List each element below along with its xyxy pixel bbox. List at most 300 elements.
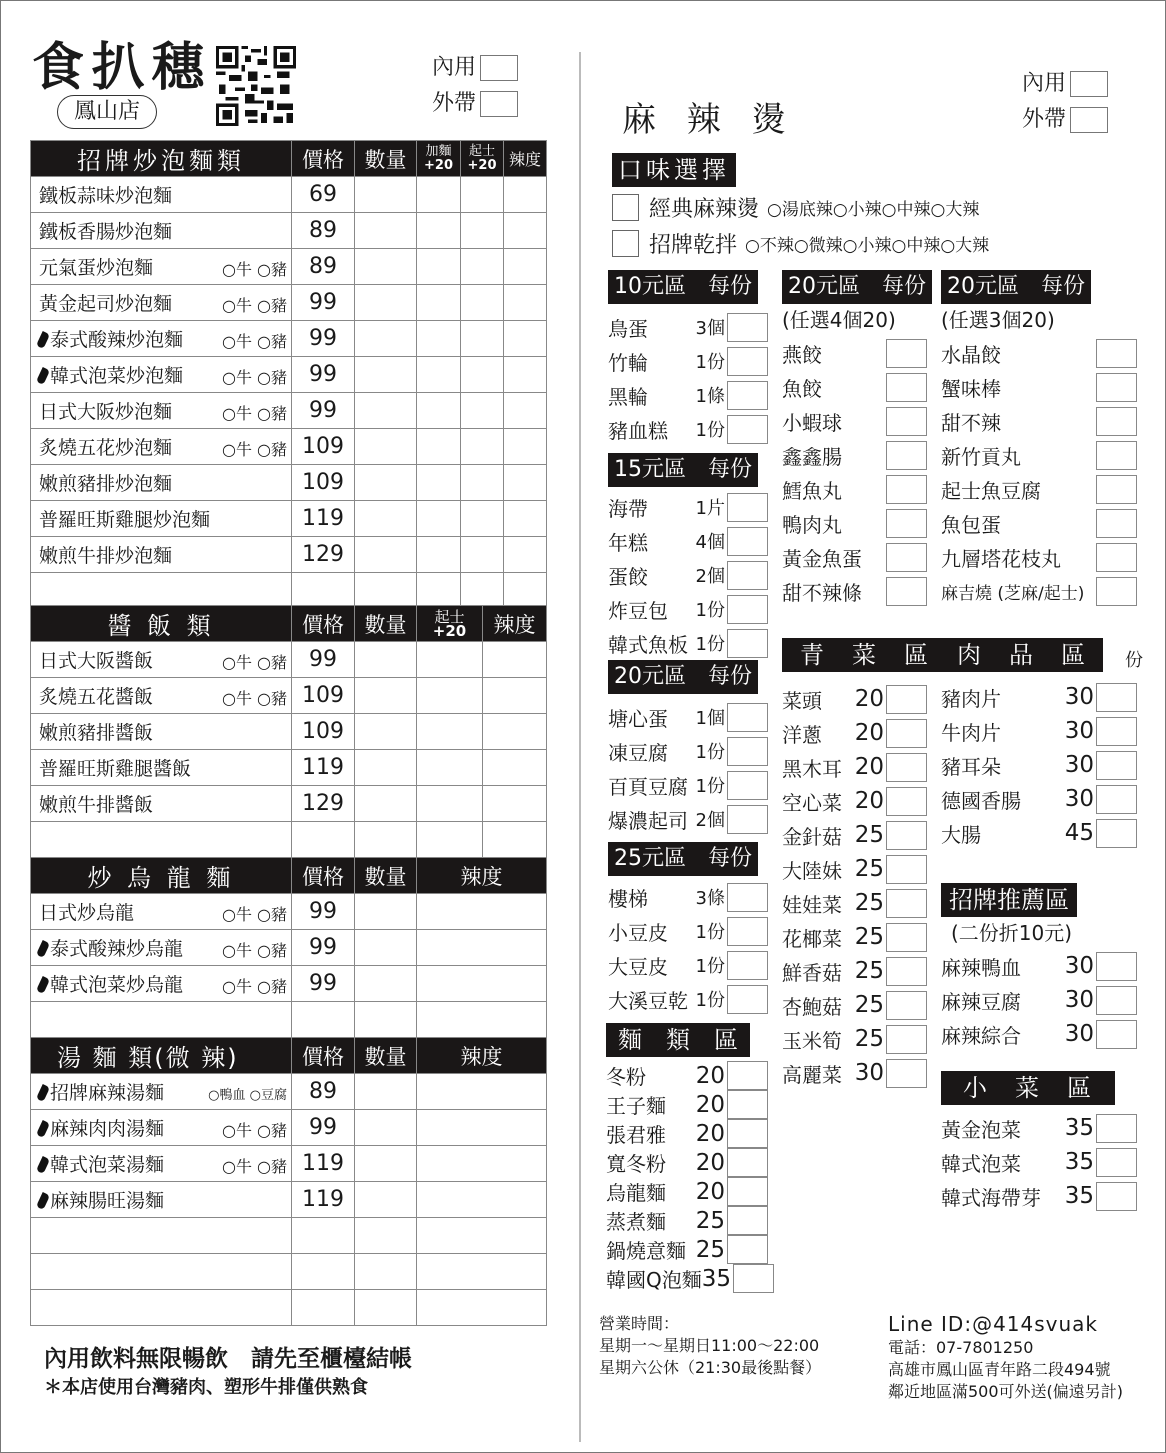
col-cheese: 起士 +20 xyxy=(461,141,504,177)
entry-cell[interactable] xyxy=(417,1074,547,1110)
entry-cell[interactable] xyxy=(355,501,417,537)
quantity-box[interactable] xyxy=(886,1025,927,1054)
quantity-box[interactable] xyxy=(727,883,768,912)
hotpot-title: 麻 辣 燙 xyxy=(622,100,796,140)
quantity-box[interactable] xyxy=(886,373,927,402)
quantity-box[interactable] xyxy=(727,917,768,946)
item-name: 樓梯 xyxy=(608,886,648,911)
quantity-box[interactable] xyxy=(1096,441,1137,470)
item-price: 25 xyxy=(854,992,884,1018)
takeout-checkbox[interactable] xyxy=(1070,107,1108,133)
quantity-box[interactable] xyxy=(1096,683,1137,712)
quantity-box[interactable] xyxy=(727,1206,768,1235)
flavor-checkbox[interactable] xyxy=(612,194,639,221)
zone-title: 20元區 每份 xyxy=(608,660,758,694)
item-price: 99 xyxy=(292,930,355,966)
table-row xyxy=(31,930,547,966)
meat-options[interactable]: ○牛 ○豬 xyxy=(221,440,287,459)
quantity-box[interactable] xyxy=(886,509,927,538)
quantity-box[interactable] xyxy=(727,985,768,1014)
list-item xyxy=(941,506,1137,540)
quantity-box[interactable] xyxy=(1096,407,1137,436)
item-qty: 1份 xyxy=(695,742,725,763)
entry-cell[interactable] xyxy=(355,822,417,858)
item-qty: 3條 xyxy=(695,888,725,909)
item-name: 嫩煎牛排醬飯 xyxy=(39,794,154,816)
entry-cell[interactable] xyxy=(504,357,547,393)
list-item xyxy=(941,540,1137,574)
phone[interactable]: 電話：07-7801250 xyxy=(888,1338,1034,1357)
quantity-box[interactable] xyxy=(1096,1182,1137,1211)
quantity-box[interactable] xyxy=(1096,952,1137,981)
entry-cell[interactable] xyxy=(417,894,547,930)
list-item xyxy=(782,886,927,920)
item-name: 魚包蛋 xyxy=(941,512,1001,537)
spice-levels[interactable]: ○湯底辣○小辣○中辣○大辣 xyxy=(767,200,980,220)
entry-cell[interactable] xyxy=(417,678,483,714)
item-name-cell xyxy=(31,393,292,429)
quantity-box[interactable] xyxy=(886,577,927,606)
quantity-box[interactable] xyxy=(886,753,927,782)
item-name: 鐵板蒜味炒泡麵 xyxy=(39,185,173,207)
list-item xyxy=(941,782,1137,816)
entry-cell[interactable] xyxy=(417,714,483,750)
entry-cell[interactable] xyxy=(417,750,483,786)
zone-title: 20元區 每份 xyxy=(782,270,932,304)
list-item xyxy=(608,880,768,914)
chili-icon xyxy=(36,976,50,994)
hours-closed: 星期六公休（21:30最後點餐） xyxy=(599,1358,822,1377)
col-spice: 辣度 xyxy=(504,141,547,177)
table-row xyxy=(31,393,547,429)
entry-cell[interactable] xyxy=(355,1110,417,1146)
entry-cell[interactable] xyxy=(504,537,547,573)
quantity-box[interactable] xyxy=(727,629,768,658)
item-name-cell xyxy=(31,642,292,678)
entry-cell[interactable] xyxy=(504,285,547,321)
list-item xyxy=(782,920,927,954)
quantity-box[interactable] xyxy=(1096,373,1137,402)
entry-cell[interactable] xyxy=(355,1074,417,1110)
entry-cell[interactable] xyxy=(355,249,417,285)
chili-icon xyxy=(36,331,50,349)
item-name: 韓式泡菜 xyxy=(941,1151,1021,1176)
entry-cell[interactable] xyxy=(461,357,504,393)
entry-cell[interactable] xyxy=(355,1218,417,1254)
meat-options[interactable]: ○牛 ○豬 xyxy=(221,404,287,423)
entry-cell[interactable] xyxy=(355,1290,417,1326)
entry-cell[interactable] xyxy=(417,1002,547,1038)
quantity-box[interactable] xyxy=(886,787,927,816)
item-name: 麻辣豆腐 xyxy=(941,989,1021,1014)
entry-cell[interactable] xyxy=(417,213,461,249)
entry-cell[interactable] xyxy=(461,573,504,609)
entry-cell[interactable] xyxy=(355,573,417,609)
col-price: 價格 xyxy=(292,1038,355,1074)
item-name: 百頁豆腐 xyxy=(608,774,688,799)
entry-cell[interactable] xyxy=(417,357,461,393)
quantity-box[interactable] xyxy=(886,923,927,952)
list-item xyxy=(606,1061,768,1090)
entry-cell[interactable] xyxy=(483,678,547,714)
entry-cell[interactable] xyxy=(417,177,461,213)
zone-title: 25元區 每份 xyxy=(608,842,758,876)
item-price: 119 xyxy=(292,750,355,786)
entry-cell[interactable] xyxy=(31,1254,292,1290)
entry-cell[interactable] xyxy=(355,285,417,321)
quantity-box[interactable] xyxy=(1096,1114,1137,1143)
quantity-box[interactable] xyxy=(727,951,768,980)
entry-cell[interactable] xyxy=(417,1254,547,1290)
item-qty: 1份 xyxy=(695,956,725,977)
quantity-box[interactable] xyxy=(886,957,927,986)
list-item xyxy=(606,1235,768,1264)
entry-cell[interactable] xyxy=(417,822,483,858)
quantity-box[interactable] xyxy=(1096,475,1137,504)
meat-options[interactable]: ○牛 ○豬 xyxy=(221,368,287,387)
spice-levels[interactable]: ○不辣○微辣○小辣○中辣○大辣 xyxy=(745,236,990,256)
quantity-box[interactable] xyxy=(1096,751,1137,780)
quantity-box[interactable] xyxy=(886,543,927,572)
item-price: 99 xyxy=(292,357,355,393)
item-price: 30 xyxy=(1064,987,1094,1013)
item-qty: 1份 xyxy=(695,990,725,1011)
item-name: 韓式泡菜炒烏龍 xyxy=(50,974,184,996)
list-item xyxy=(608,982,768,1016)
col-price: 價格 xyxy=(292,606,355,642)
quantity-box[interactable] xyxy=(727,381,768,410)
flavor-checkbox[interactable] xyxy=(612,230,639,257)
entry-cell[interactable] xyxy=(417,930,547,966)
list-item xyxy=(606,1148,768,1177)
entry-cell[interactable] xyxy=(355,786,417,822)
takeout-checkbox[interactable] xyxy=(480,91,518,117)
entry-cell[interactable] xyxy=(417,465,461,501)
entry-cell[interactable] xyxy=(355,1254,417,1290)
entry-cell[interactable] xyxy=(355,1002,417,1038)
table-row xyxy=(31,1182,547,1218)
entry-cell[interactable] xyxy=(31,1002,292,1038)
quantity-box[interactable] xyxy=(727,1061,768,1090)
entry-cell[interactable] xyxy=(461,249,504,285)
item-name: 日式大阪醬飯 xyxy=(39,650,154,672)
flavor-option[interactable] xyxy=(612,192,979,223)
entry-cell[interactable] xyxy=(417,573,461,609)
item-name: 泰式酸辣炒泡麵 xyxy=(50,329,184,351)
quantity-box[interactable] xyxy=(727,313,768,342)
item-name: 菜頭 xyxy=(782,688,822,713)
entry-cell[interactable] xyxy=(355,537,417,573)
list-item xyxy=(608,310,768,344)
entry-cell[interactable] xyxy=(355,894,417,930)
section-title: 醬 飯 類 xyxy=(31,606,292,642)
list-item xyxy=(606,1119,768,1148)
quantity-box[interactable] xyxy=(1096,717,1137,746)
item-name: 嫩煎牛排炒泡麵 xyxy=(39,545,173,567)
entry-cell[interactable] xyxy=(504,213,547,249)
entry-cell[interactable] xyxy=(504,393,547,429)
quantity-box[interactable] xyxy=(1096,1020,1137,1049)
quantity-box[interactable] xyxy=(727,493,768,522)
meat-options[interactable]: ○牛 ○豬 xyxy=(221,260,287,279)
entry-cell[interactable] xyxy=(355,714,417,750)
entry-cell[interactable] xyxy=(504,573,547,609)
entry-cell[interactable] xyxy=(355,750,417,786)
flavor-option[interactable] xyxy=(612,228,989,259)
entry-cell[interactable] xyxy=(417,1146,547,1182)
entry-cell[interactable] xyxy=(461,537,504,573)
entry-cell[interactable] xyxy=(417,321,461,357)
dine-in-label: 內用 xyxy=(1022,71,1067,96)
meat-zone xyxy=(941,638,1143,850)
entry-cell[interactable] xyxy=(417,786,483,822)
entry-cell[interactable] xyxy=(461,501,504,537)
item-name: 甜不辣 xyxy=(941,410,1001,435)
quantity-box[interactable] xyxy=(886,339,927,368)
quantity-box[interactable] xyxy=(727,415,768,444)
flavor-name: 招牌乾拌 xyxy=(649,233,738,258)
entry-cell[interactable] xyxy=(31,573,292,609)
item-price: 99 xyxy=(292,894,355,930)
meat-options[interactable]: ○牛 ○豬 xyxy=(221,1157,287,1176)
quantity-box[interactable] xyxy=(886,719,927,748)
col-price: 價格 xyxy=(292,858,355,894)
entry-cell[interactable] xyxy=(483,714,547,750)
item-price: 25 xyxy=(854,1026,884,1052)
entry-cell[interactable] xyxy=(355,321,417,357)
entry-cell[interactable] xyxy=(417,1110,547,1146)
quantity-box[interactable] xyxy=(886,991,927,1020)
entry-cell[interactable] xyxy=(31,822,292,858)
quantity-box[interactable] xyxy=(727,1177,768,1206)
entry-cell[interactable] xyxy=(483,822,547,858)
entry-cell[interactable] xyxy=(292,1290,355,1326)
quantity-box[interactable] xyxy=(733,1264,774,1293)
meat-options[interactable]: ○牛 ○豬 xyxy=(221,296,287,315)
meat-options[interactable]: ○牛 ○豬 xyxy=(221,689,287,708)
item-qty: 1份 xyxy=(695,634,725,655)
item-name: 海帶 xyxy=(608,496,648,521)
entry-cell[interactable] xyxy=(417,249,461,285)
entry-cell[interactable] xyxy=(504,429,547,465)
entry-cell[interactable] xyxy=(504,177,547,213)
list-item xyxy=(782,574,927,608)
qr-code-icon[interactable] xyxy=(216,45,296,127)
dine-in-checkbox[interactable] xyxy=(480,55,518,81)
entry-cell[interactable] xyxy=(417,393,461,429)
quantity-box[interactable] xyxy=(886,821,927,850)
table-header xyxy=(31,141,547,177)
quantity-box[interactable] xyxy=(1096,785,1137,814)
quantity-box[interactable] xyxy=(727,561,768,590)
meat-options[interactable]: ○牛 ○豬 xyxy=(221,941,287,960)
list-item xyxy=(608,490,768,524)
entry-cell[interactable] xyxy=(355,177,417,213)
entry-cell[interactable] xyxy=(355,930,417,966)
quantity-box[interactable] xyxy=(727,703,768,732)
entry-cell[interactable] xyxy=(461,393,504,429)
entry-cell[interactable] xyxy=(504,249,547,285)
quantity-box[interactable] xyxy=(1096,986,1137,1015)
entry-cell[interactable] xyxy=(461,465,504,501)
blank-row xyxy=(31,1218,547,1254)
item-price: 20 xyxy=(854,720,884,746)
quantity-box[interactable] xyxy=(727,595,768,624)
quantity-box[interactable] xyxy=(886,441,927,470)
entry-cell[interactable] xyxy=(504,321,547,357)
entry-cell[interactable] xyxy=(483,750,547,786)
entry-cell[interactable] xyxy=(461,177,504,213)
zone-title: 招牌推薦區 xyxy=(941,883,1077,917)
item-qty: 1份 xyxy=(695,922,725,943)
quantity-box[interactable] xyxy=(886,855,927,884)
quantity-box[interactable] xyxy=(727,805,768,834)
entry-cell[interactable] xyxy=(417,966,547,1002)
entry-cell[interactable] xyxy=(292,573,355,609)
item-qty: 1片 xyxy=(695,498,725,519)
zone-title: 20元區 每份 xyxy=(941,270,1091,304)
item-name-cell xyxy=(31,249,292,285)
entry-cell[interactable] xyxy=(355,642,417,678)
entry-cell[interactable] xyxy=(417,1182,547,1218)
entry-cell[interactable] xyxy=(292,1218,355,1254)
dine-in-checkbox[interactable] xyxy=(1070,71,1108,97)
item-price: 89 xyxy=(292,213,355,249)
list-item xyxy=(782,852,927,886)
entry-cell[interactable] xyxy=(292,1254,355,1290)
quantity-box[interactable] xyxy=(1096,577,1137,606)
entry-cell[interactable] xyxy=(417,285,461,321)
item-name: 蟹味棒 xyxy=(941,376,1001,401)
quantity-box[interactable] xyxy=(886,685,927,714)
quantity-box[interactable] xyxy=(727,771,768,800)
quantity-box[interactable] xyxy=(727,1119,768,1148)
col-extra-noodle: 加麵 +20 xyxy=(417,141,461,177)
quantity-box[interactable] xyxy=(886,407,927,436)
item-name: 豬耳朵 xyxy=(941,754,1001,779)
quantity-box[interactable] xyxy=(1096,1148,1137,1177)
flavor-header: 口味選擇 xyxy=(612,153,736,187)
quantity-box[interactable] xyxy=(727,737,768,766)
entry-cell[interactable] xyxy=(355,465,417,501)
chili-icon xyxy=(36,1156,50,1174)
takeout-label: 外帶 xyxy=(432,91,477,116)
entry-cell[interactable] xyxy=(483,642,547,678)
item-name-cell xyxy=(31,750,292,786)
item-name: 元氣蛋炒泡麵 xyxy=(39,257,154,279)
item-name: 鐵板香腸炒泡麵 xyxy=(39,221,173,243)
item-price: 30 xyxy=(1064,752,1094,778)
line-id[interactable]: Line ID:@414svuak xyxy=(888,1312,1099,1336)
quantity-box[interactable] xyxy=(1096,339,1137,368)
entry-cell[interactable] xyxy=(355,393,417,429)
entry-cell[interactable] xyxy=(417,642,483,678)
entry-cell[interactable] xyxy=(504,501,547,537)
quantity-box[interactable] xyxy=(886,1059,927,1088)
meat-options[interactable]: ○牛 ○豬 xyxy=(221,332,287,351)
quantity-box[interactable] xyxy=(727,1148,768,1177)
quantity-box[interactable] xyxy=(886,889,927,918)
entry-cell[interactable] xyxy=(355,678,417,714)
item-name: 嫩煎豬排醬飯 xyxy=(39,722,154,744)
entry-cell[interactable] xyxy=(292,1002,355,1038)
entry-cell[interactable] xyxy=(355,429,417,465)
entry-cell[interactable] xyxy=(417,1218,547,1254)
zone-20b xyxy=(782,270,927,608)
section-title: 招牌炒泡麵類 xyxy=(31,141,292,177)
quantity-box[interactable] xyxy=(886,475,927,504)
list-item xyxy=(608,734,768,768)
item-price: 30 xyxy=(1064,718,1094,744)
quantity-box[interactable] xyxy=(1096,543,1137,572)
entry-cell[interactable] xyxy=(417,537,461,573)
meat-options[interactable]: ○牛 ○豬 xyxy=(221,905,287,924)
list-item xyxy=(941,336,1137,370)
entry-cell[interactable] xyxy=(355,966,417,1002)
quantity-box[interactable] xyxy=(727,347,768,376)
list-item xyxy=(941,472,1137,506)
item-name-cell xyxy=(31,714,292,750)
table-header xyxy=(31,1038,547,1074)
entry-cell[interactable] xyxy=(461,213,504,249)
entry-cell[interactable] xyxy=(355,1146,417,1182)
item-name: 張君雅 xyxy=(606,1123,666,1147)
list-item xyxy=(608,558,768,592)
order-type-right xyxy=(1022,66,1108,138)
item-name: 小蝦球 xyxy=(782,410,842,435)
table-row xyxy=(31,1146,547,1182)
item-name: 烏龍麵 xyxy=(606,1181,666,1205)
entry-cell[interactable] xyxy=(355,357,417,393)
takeout-label: 外帶 xyxy=(1022,107,1067,132)
item-name-cell xyxy=(31,537,292,573)
entry-cell[interactable] xyxy=(461,321,504,357)
list-item xyxy=(608,626,768,660)
entry-cell[interactable] xyxy=(417,429,461,465)
list-item xyxy=(608,344,768,378)
quantity-box[interactable] xyxy=(1096,509,1137,538)
item-price: 20 xyxy=(854,788,884,814)
meat-options[interactable]: ○牛 ○豬 xyxy=(221,653,287,672)
meat-options[interactable]: ○鴨血 ○豆腐 xyxy=(208,1088,287,1103)
entry-cell[interactable] xyxy=(31,1290,292,1326)
item-qty: 2個 xyxy=(695,810,725,831)
meat-options[interactable]: ○牛 ○豬 xyxy=(221,1121,287,1140)
entry-cell[interactable] xyxy=(31,1218,292,1254)
entry-cell[interactable] xyxy=(417,501,461,537)
item-price: 35 xyxy=(1064,1183,1094,1209)
quantity-box[interactable] xyxy=(727,1090,768,1119)
table-row xyxy=(31,642,547,678)
entry-cell[interactable] xyxy=(292,822,355,858)
entry-cell[interactable] xyxy=(483,786,547,822)
entry-cell[interactable] xyxy=(461,429,504,465)
item-name-cell xyxy=(31,285,292,321)
entry-cell[interactable] xyxy=(417,1290,547,1326)
entry-cell[interactable] xyxy=(504,465,547,501)
quantity-box[interactable] xyxy=(1096,819,1137,848)
item-name: 洋蔥 xyxy=(782,722,822,747)
quantity-box[interactable] xyxy=(727,527,768,556)
meat-options[interactable]: ○牛 ○豬 xyxy=(221,977,287,996)
entry-cell[interactable] xyxy=(355,213,417,249)
entry-cell[interactable] xyxy=(461,285,504,321)
table-row xyxy=(31,537,547,573)
item-name: 嫩煎豬排炒泡麵 xyxy=(39,473,173,495)
item-name: 黃金泡菜 xyxy=(941,1117,1021,1142)
entry-cell[interactable] xyxy=(355,1182,417,1218)
quantity-box[interactable] xyxy=(727,1235,768,1264)
